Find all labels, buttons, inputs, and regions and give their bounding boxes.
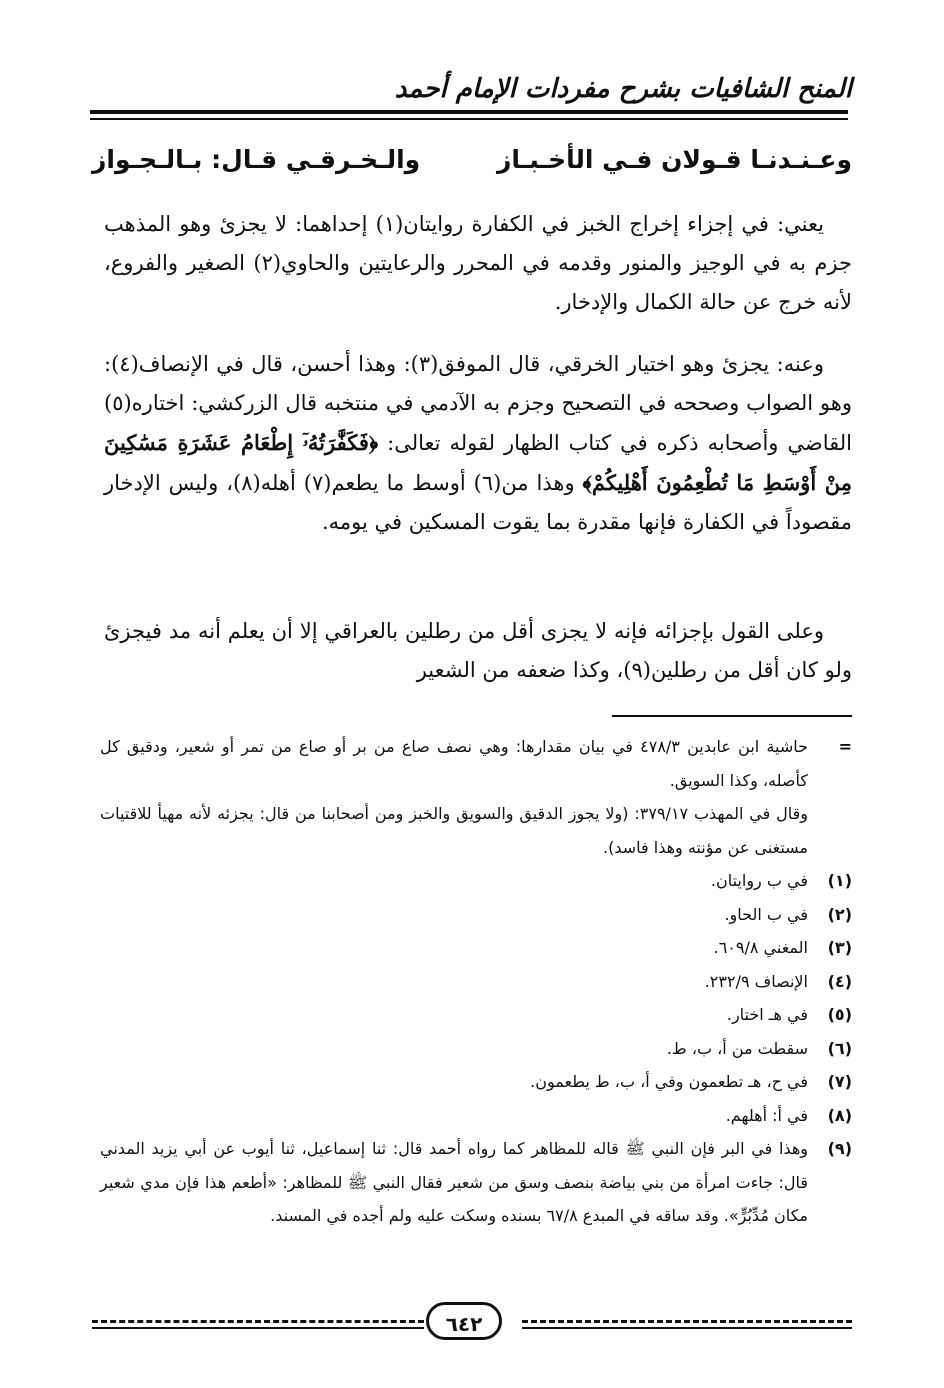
footnote [100, 965, 852, 999]
footnote-number: (١) [827, 871, 852, 890]
footnote-text: في هـ اختار. [726, 1005, 808, 1024]
footnote-text: وقال في المهذب ٣٧٩/١٧: (ولا يجوز الدقيق والسويق والخبز ومن أصحابنا من قال: يجزئه لأنه مهيأ للاقتيات مستغنى عن مؤنته وهذا فاسد). [100, 804, 808, 857]
footnote-text: في ح، هـ تطعمون وفي أ، ب، ط يطعمون. [530, 1072, 808, 1091]
footnote [100, 931, 852, 965]
verse-second-hemistich: والـخـرقـي قـال: بـالـجـواز [92, 145, 421, 174]
footnote [100, 864, 852, 898]
paragraph-text-before-ayah: وعنه: يجزئ وهو اختيار الخرقي، قال الموفق(٣): وهذا أحسن، قال في الإنصاف(٤): وهو الصواب وصححه في التصحيح وجزم به الآدمي في منتخبه قال الزركشي: اختاره(٥) القاضي وأصحابه ذكره في كتاب الظهار لقوله تعالى: [104, 352, 852, 455]
header-rule-thick [90, 110, 848, 114]
footnote-text: وهذا في البر فإن النبي ﷺ قاله للمظاهر كما رواه أحمد قال: ثنا إسماعيل، ثنا أيوب عن أبي يزيد المدني قال: جاءت امرأة من بني بياضة بنصف وسق من شعير فقال النبي ﷺ للمظاهر: «أطعم هذا فإن مدي شعير مكان مُدِّبُرٍّ». وقد ساقه في المبدع ٦٧/٨ بسنده وسكت عليه ولم أجده في المسند. [100, 1139, 808, 1225]
poem-verse [92, 140, 852, 184]
footnote [100, 998, 852, 1032]
header-rule-thin [90, 118, 848, 120]
footnote-separator [612, 715, 852, 717]
footnote-number: = [838, 737, 852, 756]
footer-dashed-rule-left [92, 1320, 424, 1323]
footnote-text: الإنصاف ٢٣٢/٩. [704, 971, 808, 991]
footer-solid-rule-left [92, 1327, 424, 1329]
footnote-number: (٧) [827, 1072, 852, 1091]
footnote [100, 898, 852, 932]
running-title: المنح الشافيات بشرح مفردات الإمام أحمد [394, 74, 852, 104]
footnote-number: (٤) [827, 971, 852, 991]
footnote-number: (٢) [827, 904, 852, 924]
page-number: ٦٤٢ [426, 1302, 502, 1340]
quran-ayah: ﴿فَكَفَّٰرَتُهُۥٓ إِطْعَامُ عَشَرَةِ مَسَٰكِينَ مِنْ أَوْسَطِ مَا تُطْعِمُونَ أَهْلِيكُمْ﴾ [104, 430, 852, 495]
footer-dashed-rule-right [522, 1320, 852, 1323]
footnote-text: حاشية ابن عابدين ٤٧٨/٣ في بيان مقدارها: وهي نصف صاع من بر أو صاع من تمر أو شعير، ودقيق كل كأصله، وكذا السويق. [100, 737, 808, 790]
footnote-number: (٨) [827, 1105, 852, 1125]
footnote-number: (٥) [827, 1005, 852, 1024]
paragraph-text: يعني: في إجزاء إخراج الخبز في الكفارة روايتان(١) إحداهما: لا يجزئ وهو المذهب جزم به في الوجيز والمنور وقدمه في المحرر والرعايتين والحاوي(٢) الصغير والفروع، لأنه خرج عن حالة الكمال والإدخار. [104, 212, 853, 314]
footnote-text: سقطت من أ، ب، ط. [666, 1038, 808, 1058]
footnote [100, 1065, 852, 1099]
footnote [100, 1099, 852, 1133]
verse-first-hemistich: وعـنـدنـا قـولان فـي الأخـبـاز [497, 145, 852, 174]
paragraph-text: وعلى القول بإجزائه فإنه لا يجزى أقل من رطلين بالعراقي إلا أن يعلم أنه مد فيجزئ ولو كان أقل من رطلين(٩)، وكذا ضعفه من الشعير [104, 619, 852, 682]
paragraph-text [104, 345, 852, 542]
footer-solid-rule-right [522, 1327, 852, 1329]
footnote-text: في ب الحاو. [724, 904, 808, 924]
commentary-paragraph-1 [104, 205, 852, 322]
footnote-text: في أ: أهلهم. [725, 1105, 808, 1125]
commentary-paragraph-2 [104, 345, 852, 542]
footnote-number: (٣) [827, 938, 852, 957]
footnote [100, 730, 852, 797]
footnote [100, 797, 852, 864]
footnotes [100, 730, 852, 1233]
footnote-text: في ب روايتان. [710, 871, 808, 890]
commentary-paragraph-3 [104, 612, 852, 690]
footnote-text: المغني ٦٠٩/٨. [713, 938, 808, 957]
footnote-number: (٩) [827, 1139, 852, 1158]
footnote [100, 1132, 852, 1233]
footnote [100, 1032, 852, 1066]
footnote-number: (٦) [827, 1038, 852, 1058]
paragraph-text-after-ayah: وهذا من(٦) أوسط ما يطعم(٧) أهله(٨)، وليس الإدخار مقصوداً في الكفارة فإنها مقدرة بما يقوت المسكين في يومه. [104, 471, 852, 534]
